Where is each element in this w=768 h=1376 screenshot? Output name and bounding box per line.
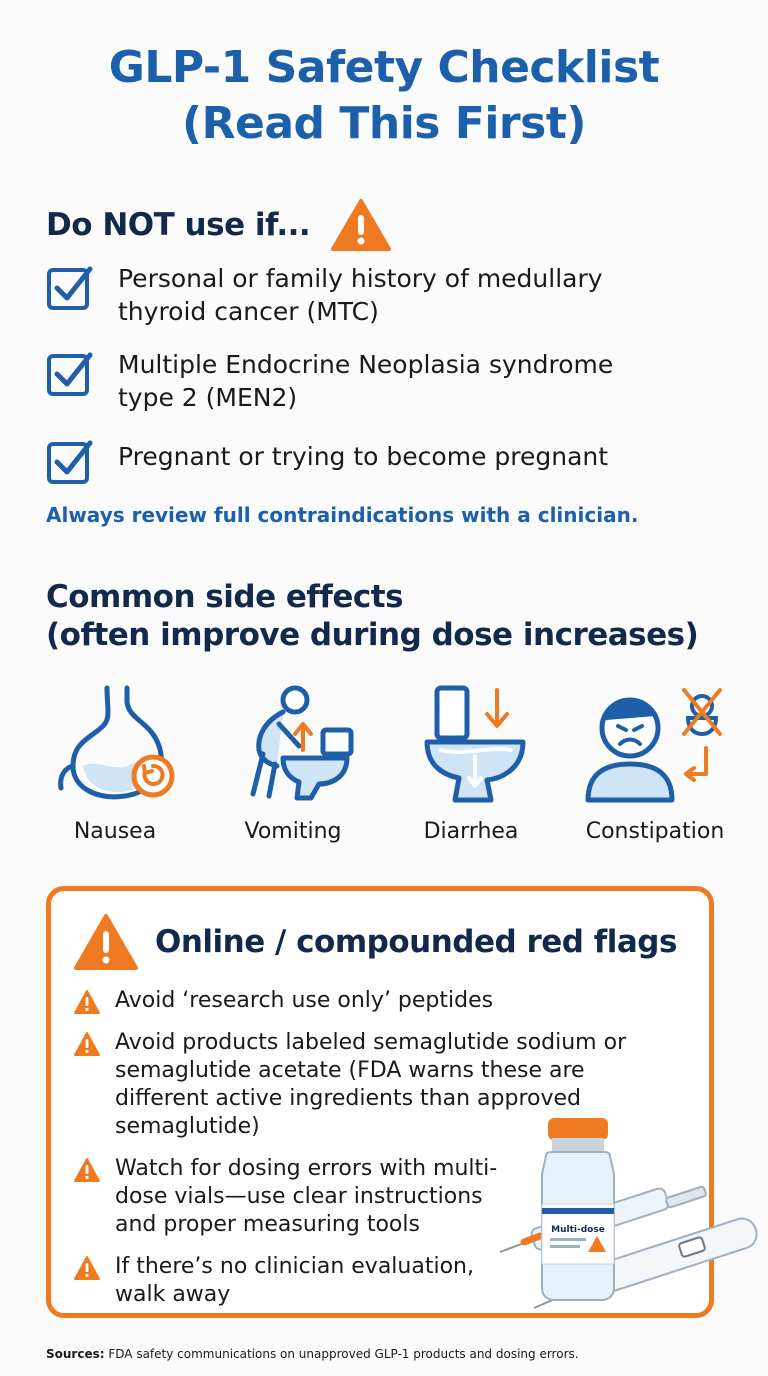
do-not-use-heading-text: Do NOT use if... bbox=[46, 207, 311, 243]
red-flag-text: and proper measuring tools bbox=[115, 1212, 420, 1237]
stomach-icon bbox=[45, 684, 185, 804]
warning-triangle-icon bbox=[73, 1031, 101, 1057]
warning-triangle-icon bbox=[330, 198, 392, 252]
contraindication-text: type 2 (MEN2) bbox=[118, 383, 298, 412]
contraindication-text: Pregnant or trying to become pregnant bbox=[118, 442, 609, 471]
contraindication-text: Personal or family history of medullary bbox=[118, 264, 603, 293]
medicine-vial-icon bbox=[542, 1118, 614, 1300]
side-effect-nausea bbox=[30, 684, 200, 846]
side-effect-label: Constipation bbox=[585, 819, 725, 844]
side-effect-label: Nausea bbox=[73, 819, 157, 844]
contraindication-text: Multiple Endocrine Neoplasia syndrome bbox=[118, 350, 614, 379]
warning-triangle-icon bbox=[73, 913, 139, 971]
red-flag-text: semaglutide) bbox=[115, 1114, 260, 1139]
contraindication-item bbox=[46, 348, 736, 420]
side-effect-label: Vomiting bbox=[244, 819, 342, 844]
vomiting-person-icon bbox=[223, 684, 363, 804]
side-effects-heading-line-2: (often improve during dose increases) bbox=[46, 617, 699, 653]
red-flag-text: dose vials—use clear instructions bbox=[115, 1184, 483, 1209]
side-effects-heading bbox=[46, 578, 698, 654]
side-effect-label: Diarrhea bbox=[423, 819, 519, 844]
page-title bbox=[0, 40, 768, 152]
page-title-line-1: GLP-1 Safety Checklist bbox=[108, 42, 660, 93]
red-flag-text: If there’s no clinician evaluation, bbox=[115, 1254, 474, 1279]
do-not-use-heading bbox=[46, 198, 392, 252]
side-effect-diarrhea bbox=[386, 684, 556, 846]
contraindications-note: Always review full contraindications with a clinician. bbox=[46, 503, 639, 527]
side-effect-constipation bbox=[570, 684, 740, 846]
contraindication-item bbox=[46, 436, 736, 486]
red-flag-item bbox=[73, 987, 633, 1015]
side-effects-heading-line-1: Common side effects bbox=[46, 579, 404, 615]
sources-text: FDA safety communications on unapproved GLP-1 products and dosing errors. bbox=[108, 1347, 579, 1361]
page-title-line-2: (Read This First) bbox=[182, 98, 586, 149]
red-flag-text: Watch for dosing errors with multi- bbox=[115, 1156, 498, 1181]
checkbox-checked-icon bbox=[46, 438, 94, 486]
contraindication-list bbox=[46, 262, 736, 502]
side-effect-vomiting bbox=[208, 684, 378, 846]
red-flag-text: different active ingredients than approved bbox=[115, 1086, 581, 1111]
vial-label: Multi-dose bbox=[551, 1225, 605, 1235]
warning-triangle-icon bbox=[73, 1255, 101, 1281]
contraindication-text: thyroid cancer (MTC) bbox=[118, 297, 379, 326]
vial-and-syringes-illustration bbox=[470, 1112, 762, 1312]
checkbox-checked-icon bbox=[46, 350, 94, 398]
side-effects-list bbox=[30, 684, 740, 854]
red-flag-text: Avoid products labeled semaglutide sodium or bbox=[115, 1030, 627, 1055]
contraindication-item bbox=[46, 262, 736, 332]
red-flag-text: walk away bbox=[115, 1282, 231, 1307]
checkbox-checked-icon bbox=[46, 264, 94, 312]
red-flag-text: Avoid ‘research use only’ peptides bbox=[115, 988, 494, 1013]
sources-footnote bbox=[46, 1346, 579, 1362]
constipated-person-icon bbox=[580, 684, 730, 804]
warning-triangle-icon bbox=[73, 1157, 101, 1183]
red-flags-heading-text: Online / compounded red flags bbox=[155, 924, 677, 960]
toilet-icon bbox=[401, 684, 541, 804]
warning-triangle-icon bbox=[73, 989, 101, 1015]
red-flag-text: semaglutide acetate (FDA warns these are bbox=[115, 1058, 585, 1083]
sources-label: Sources: bbox=[46, 1347, 105, 1361]
red-flags-heading bbox=[73, 913, 677, 971]
